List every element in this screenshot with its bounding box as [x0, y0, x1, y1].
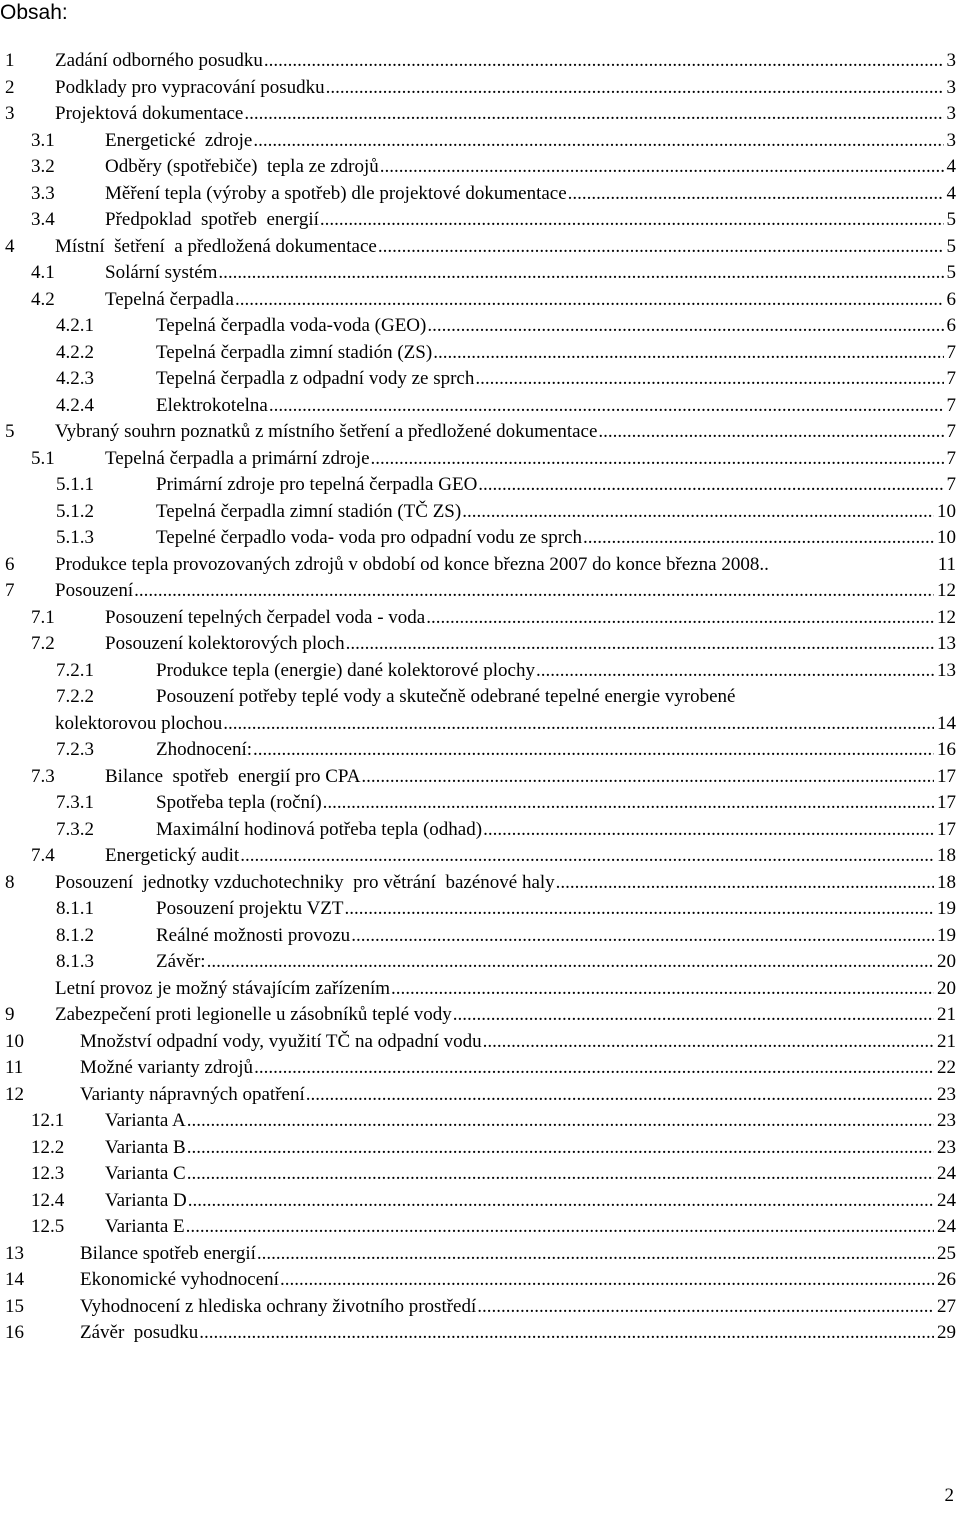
- toc-entry-number: 4.1: [31, 262, 55, 283]
- toc-entry-page: 25: [937, 1242, 956, 1264]
- dot-leader: [199, 1320, 934, 1347]
- toc-entry-page: 4: [946, 156, 956, 177]
- toc-entry[interactable]: [0, 75, 960, 102]
- toc-entry[interactable]: [0, 1108, 960, 1135]
- toc-entry-page: 17: [937, 818, 956, 840]
- toc-entry-title: Závěr:: [156, 951, 206, 972]
- toc-entry-number: 3.2: [31, 156, 55, 177]
- toc-entry-page: 12: [937, 580, 956, 601]
- toc-entry-number: 4: [5, 235, 15, 257]
- dot-leader: [556, 870, 934, 897]
- toc-entry-title: Varianty nápravných opatření: [80, 1083, 305, 1105]
- dot-leader: [583, 525, 934, 552]
- dot-leader: [462, 499, 934, 526]
- toc-entry-page: 5: [946, 262, 956, 283]
- toc-entry-page: 7: [946, 474, 956, 495]
- toc-entry-number: 2: [5, 76, 15, 98]
- dot-leader: [254, 1055, 934, 1082]
- toc-entry[interactable]: [0, 128, 960, 155]
- toc-entry-title: Posouzení projektu VZT: [156, 898, 344, 919]
- toc-entry-title: Letní provoz je možný stávajícím zařízením: [55, 977, 391, 999]
- toc-entry-title: Varianta C: [105, 1163, 186, 1184]
- page-number: 2: [944, 1485, 954, 1506]
- toc-entry-page: 17: [937, 765, 956, 787]
- toc-entry-number: 7.1: [31, 606, 55, 628]
- toc-entry-title: Produkce tepla provozovaných zdrojů v období od konce března 2007 do konce března 2008..: [55, 553, 769, 575]
- toc-entry-title: Místní šetření a předložená dokumentace: [55, 235, 377, 257]
- toc-entry-number: 7: [5, 580, 15, 601]
- toc-entry-number: 9: [5, 1004, 15, 1025]
- toc-entry-title: Posouzení kolektorových ploch: [105, 633, 345, 654]
- toc-entry-number: 5: [5, 421, 15, 442]
- toc-entry[interactable]: [0, 154, 960, 181]
- toc-entry-page: 22: [937, 1057, 956, 1078]
- toc-entry-number: 5.1.2: [56, 500, 94, 522]
- toc-entry[interactable]: [0, 923, 960, 950]
- toc-entry-page: 13: [937, 633, 956, 654]
- toc-entry[interactable]: [0, 499, 960, 526]
- toc-entry[interactable]: [0, 446, 960, 473]
- toc-entry-number: 4.2: [31, 288, 55, 310]
- toc-entry-page: 12: [937, 606, 956, 628]
- toc-entry[interactable]: [0, 1320, 960, 1347]
- toc-entry-number: 7.2: [31, 633, 55, 654]
- toc-entry-number: 3.3: [31, 182, 55, 204]
- dot-leader: [351, 923, 934, 950]
- dot-leader: [483, 817, 934, 844]
- dot-leader: [536, 658, 934, 685]
- toc-entry-number: 4.2.3: [56, 368, 94, 389]
- toc-entry-title: kolektorovou plochou: [55, 712, 223, 734]
- toc-entry-title: Tepelná čerpadla zimní stadión (ZS): [156, 341, 433, 363]
- toc-entry-page: 11: [937, 553, 956, 575]
- dot-leader: [346, 631, 934, 658]
- toc-entry[interactable]: [0, 1135, 960, 1162]
- toc-entry-page: 19: [937, 924, 956, 946]
- toc-entry-title: Vybraný souhrn poznatků z místního šetření a předložené dokumentace: [55, 421, 598, 442]
- dot-leader: [323, 790, 934, 817]
- toc-entry-number: 12: [5, 1083, 24, 1105]
- dot-leader: [187, 1108, 934, 1135]
- dot-leader: [269, 393, 944, 420]
- toc-entry[interactable]: [0, 1267, 960, 1294]
- toc-entry-page: 3: [946, 103, 956, 124]
- toc-entry[interactable]: [0, 1294, 960, 1321]
- toc-entry-title: Měření tepla (výroby a spotřeb) dle projektové dokumentace: [105, 182, 567, 204]
- toc-entry[interactable]: [0, 711, 960, 738]
- toc-entry[interactable]: [0, 870, 960, 897]
- toc-entry-title: Reálné možnosti provozu: [156, 924, 351, 946]
- toc-entry[interactable]: [0, 1188, 960, 1215]
- toc-entry-page: 23: [937, 1136, 956, 1158]
- dot-leader: [361, 764, 934, 791]
- toc-entry[interactable]: [0, 260, 960, 287]
- dot-leader: [433, 340, 943, 367]
- dot-leader: [253, 128, 943, 155]
- toc-entry-title: Tepelná čerpadla zimní stadión (TČ ZS): [156, 500, 462, 522]
- toc-entry-title: Posouzení potřeby teplé vody a skutečně odebrané tepelné energie vyrobené: [156, 686, 736, 707]
- dot-leader: [306, 1082, 934, 1109]
- toc-entry-title: Zhodnocení:: [156, 739, 253, 760]
- toc-entry-page: 14: [937, 712, 956, 734]
- toc-heading: Obsah:: [0, 1, 68, 24]
- dot-leader: [244, 101, 943, 128]
- toc-entry-page: 21: [937, 1030, 956, 1052]
- toc-entry-number: 5.1.3: [56, 527, 94, 548]
- dot-leader: [453, 1002, 934, 1029]
- toc-entry[interactable]: [0, 207, 960, 234]
- toc-entry-number: 13: [5, 1242, 24, 1264]
- toc-entry-number: 3.1: [31, 129, 55, 151]
- toc-entry[interactable]: [0, 764, 960, 791]
- dot-leader: [280, 1267, 934, 1294]
- toc-entry[interactable]: [0, 552, 960, 579]
- toc-entry-page: 16: [937, 739, 956, 760]
- table-of-contents: [0, 48, 960, 1347]
- toc-entry-title: Ekonomické vyhodnocení: [80, 1269, 279, 1290]
- toc-entry-page: 26: [937, 1269, 956, 1290]
- dot-leader: [240, 843, 934, 870]
- toc-entry[interactable]: [0, 1161, 960, 1188]
- dot-leader: [380, 154, 944, 181]
- toc-entry-page: 7: [946, 421, 956, 442]
- toc-entry-page: 24: [937, 1216, 956, 1237]
- toc-entry-number: 6: [5, 553, 15, 575]
- toc-entry-page: 3: [946, 76, 956, 98]
- toc-entry[interactable]: [0, 843, 960, 870]
- toc-entry[interactable]: [0, 340, 960, 367]
- dot-leader: [134, 578, 934, 605]
- dot-leader: [345, 896, 934, 923]
- toc-entry-page: 6: [946, 288, 956, 310]
- toc-entry-title: Množství odpadní vody, využití TČ na odpadní vodu: [80, 1030, 482, 1052]
- toc-entry-page: 13: [937, 659, 956, 681]
- toc-entry-number: 12.5: [31, 1216, 65, 1237]
- dot-leader: [257, 1241, 934, 1268]
- dot-leader: [391, 976, 934, 1003]
- toc-entry[interactable]: [0, 393, 960, 420]
- toc-entry-page: 18: [937, 871, 956, 893]
- toc-entry-page: 23: [937, 1083, 956, 1105]
- toc-entry[interactable]: [0, 419, 960, 446]
- toc-entry-title: Tepelná čerpadla voda-voda (GEO): [156, 315, 427, 336]
- toc-entry[interactable]: [0, 1055, 960, 1082]
- toc-entry-page: 17: [937, 792, 956, 813]
- toc-entry-title: Tepelná čerpadla: [105, 288, 234, 310]
- toc-entry-title: Posouzení jednotky vzduchotechniky pro větrání bazénové haly: [55, 871, 555, 893]
- dot-leader: [207, 949, 934, 976]
- toc-entry-number: 15: [5, 1295, 24, 1317]
- toc-entry-title: Varianta B: [105, 1136, 186, 1158]
- toc-entry-number: 8: [5, 871, 15, 893]
- dot-leader: [264, 48, 944, 75]
- toc-entry-page: 24: [937, 1163, 956, 1184]
- toc-entry-number: 4.2.2: [56, 341, 94, 363]
- toc-entry-title: Posouzení: [55, 580, 134, 601]
- toc-entry-number: 12.2: [31, 1136, 65, 1158]
- toc-entry-title: Varianta D: [105, 1189, 187, 1211]
- toc-entry-number: 8.1.1: [56, 898, 94, 919]
- toc-entry-page: 19: [937, 898, 956, 919]
- dot-leader: [326, 75, 944, 102]
- toc-entry-page: 7: [946, 368, 956, 389]
- dot-leader: [187, 1161, 934, 1188]
- toc-entry[interactable]: [0, 234, 960, 261]
- toc-entry-page: 21: [937, 1004, 956, 1025]
- toc-entry[interactable]: [0, 817, 960, 844]
- toc-entry-title: Vyhodnocení z hlediska ochrany životního prostředí: [80, 1295, 477, 1317]
- toc-entry[interactable]: [0, 101, 960, 128]
- dot-leader: [253, 737, 934, 764]
- toc-entry-number: 7.2.3: [56, 739, 94, 760]
- toc-entry-title: Zadání odborného posudku: [55, 50, 263, 71]
- toc-entry-title: Solární systém: [105, 262, 218, 283]
- toc-entry-title: Varianta E: [105, 1216, 185, 1237]
- toc-entry-title: Podklady pro vypracování posudku: [55, 76, 325, 98]
- toc-entry-title: Energetické zdroje: [105, 129, 253, 151]
- dot-leader: [568, 181, 944, 208]
- toc-entry-page: 6: [946, 315, 956, 336]
- toc-entry-title: Maximální hodinová potřeba tepla (odhad): [156, 818, 483, 840]
- toc-entry-number: 8.1.2: [56, 924, 94, 946]
- toc-entry-title: Energetický audit: [105, 845, 240, 866]
- dot-leader: [478, 472, 943, 499]
- toc-entry[interactable]: [0, 605, 960, 632]
- toc-entry-page: 23: [937, 1110, 956, 1131]
- toc-entry-title: Odběry (spotřebiče) tepla ze zdrojů: [105, 156, 379, 177]
- toc-entry-title: Tepelná čerpadla a primární zdroje: [105, 447, 370, 469]
- toc-entry-page: 7: [946, 341, 956, 363]
- toc-entry-title: Tepelná čerpadla z odpadní vody ze sprch: [156, 368, 475, 389]
- toc-entry-page: 4: [946, 182, 956, 204]
- toc-entry[interactable]: [0, 790, 960, 817]
- toc-entry[interactable]: [0, 313, 960, 340]
- toc-entry-page: 7: [946, 447, 956, 469]
- toc-entry-number: 4.2.1: [56, 315, 94, 336]
- toc-entry-page: 29: [937, 1322, 956, 1343]
- toc-entry-number: 3: [5, 103, 15, 124]
- toc-entry[interactable]: [0, 976, 960, 1003]
- dot-leader: [427, 313, 943, 340]
- toc-entry-number: 5.1.1: [56, 474, 94, 495]
- toc-entry-page: 3: [946, 129, 956, 151]
- toc-entry[interactable]: [0, 949, 960, 976]
- dot-leader: [371, 446, 944, 473]
- toc-entry-title: Bilance spotřeb energií: [80, 1242, 256, 1264]
- toc-entry-number: 11: [5, 1057, 24, 1078]
- toc-entry-number: 4.2.4: [56, 394, 94, 416]
- toc-entry-title: Závěr posudku: [80, 1322, 199, 1343]
- toc-entry-number: 5.1: [31, 447, 55, 469]
- toc-entry[interactable]: [0, 684, 960, 711]
- toc-entry[interactable]: [0, 287, 960, 314]
- toc-entry-page: 20: [937, 951, 956, 972]
- dot-leader: [477, 1294, 934, 1321]
- dot-leader: [187, 1135, 934, 1162]
- toc-entry-page: 10: [937, 527, 956, 548]
- dot-leader: [475, 366, 943, 393]
- toc-entry-title: Produkce tepla (energie) dané kolektorové plochy: [156, 659, 535, 681]
- toc-entry-title: Tepelné čerpadlo voda- voda pro odpadní vodu ze sprch: [156, 527, 583, 548]
- toc-entry-page: 5: [946, 209, 956, 230]
- dot-leader: [186, 1214, 934, 1241]
- toc-entry-number: 10: [5, 1030, 24, 1052]
- toc-entry[interactable]: [0, 631, 960, 658]
- toc-entry-number: 7.3.1: [56, 792, 94, 813]
- toc-entry-page: 7: [946, 394, 956, 416]
- toc-entry-title: Bilance spotřeb energií pro CPA: [105, 765, 361, 787]
- dot-leader: [378, 234, 944, 261]
- toc-entry-number: 8.1.3: [56, 951, 94, 972]
- toc-entry[interactable]: [0, 472, 960, 499]
- toc-entry-number: 7.4: [31, 845, 55, 866]
- toc-entry[interactable]: [0, 525, 960, 552]
- toc-entry[interactable]: [0, 1029, 960, 1056]
- toc-entry-title: Spotřeba tepla (roční): [156, 792, 322, 813]
- dot-leader: [483, 1029, 934, 1056]
- toc-entry-number: 3.4: [31, 209, 55, 230]
- toc-entry[interactable]: [0, 181, 960, 208]
- dot-leader: [426, 605, 934, 632]
- toc-entry-title: Projektová dokumentace: [55, 103, 244, 124]
- dot-leader: [218, 260, 943, 287]
- toc-entry[interactable]: [0, 48, 960, 75]
- toc-entry[interactable]: [0, 578, 960, 605]
- dot-leader: [223, 711, 934, 738]
- toc-entry[interactable]: [0, 1002, 960, 1029]
- toc-entry-number: 1: [5, 50, 15, 71]
- toc-entry-number: 7.3: [31, 765, 55, 787]
- toc-entry[interactable]: [0, 1082, 960, 1109]
- toc-entry-number: 12.3: [31, 1163, 65, 1184]
- toc-entry[interactable]: [0, 737, 960, 764]
- toc-entry-number: 7.2.1: [56, 659, 94, 681]
- toc-entry-page: 5: [946, 235, 956, 257]
- toc-entry-title: Primární zdroje pro tepelná čerpadla GEO: [156, 474, 478, 495]
- toc-entry-title: Zabezpečení proti legionelle u zásobníků teplé vody: [55, 1004, 452, 1025]
- toc-entry-title: Možné varianty zdrojů: [80, 1057, 254, 1078]
- toc-entry-number: 12.1: [31, 1110, 65, 1131]
- toc-entry-title: Elektrokotelna: [156, 394, 268, 416]
- toc-entry-page: 3: [946, 50, 956, 71]
- dot-leader: [235, 287, 944, 314]
- toc-entry-title: Posouzení tepelných čerpadel voda - voda: [105, 606, 426, 628]
- dot-leader: [320, 207, 944, 234]
- toc-entry-page: 10: [937, 500, 956, 522]
- dot-leader: [598, 419, 943, 446]
- toc-entry[interactable]: [0, 1241, 960, 1268]
- dot-leader: [188, 1188, 934, 1215]
- toc-entry-title: Varianta A: [105, 1110, 186, 1131]
- toc-entry-page: 24: [937, 1189, 956, 1211]
- toc-entry-number: 16: [5, 1322, 24, 1343]
- toc-entry[interactable]: [0, 896, 960, 923]
- toc-entry-number: 14: [5, 1269, 24, 1290]
- toc-entry-number: 7.2.2: [56, 686, 94, 707]
- toc-entry-title: Předpoklad spotřeb energií: [105, 209, 319, 230]
- toc-entry-page: 27: [937, 1295, 956, 1317]
- toc-entry[interactable]: [0, 658, 960, 685]
- toc-entry-page: 20: [937, 977, 956, 999]
- toc-entry-number: 12.4: [31, 1189, 65, 1211]
- toc-entry[interactable]: [0, 366, 960, 393]
- toc-entry[interactable]: [0, 1214, 960, 1241]
- toc-entry-page: 18: [937, 845, 956, 866]
- toc-entry-number: 7.3.2: [56, 818, 94, 840]
